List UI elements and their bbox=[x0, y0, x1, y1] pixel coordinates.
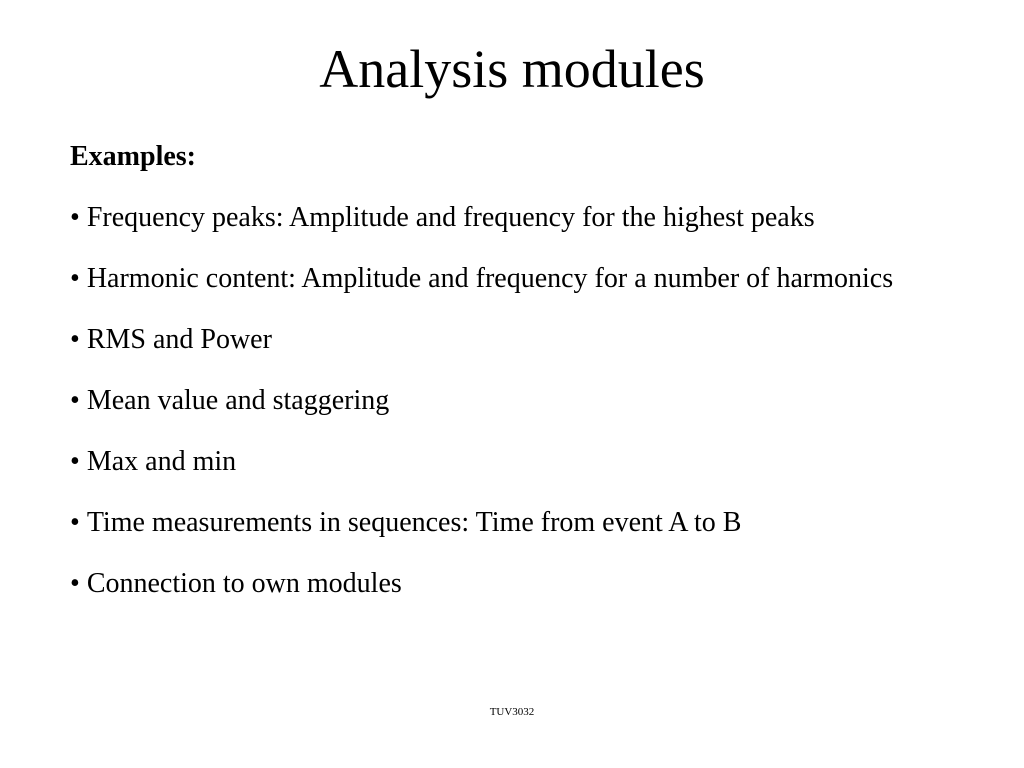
slide-title: Analysis modules bbox=[319, 39, 705, 99]
bullet-text: Max and min bbox=[86, 446, 237, 477]
bullet-icon: • bbox=[70, 507, 80, 538]
slide-footer: TUV3032 bbox=[489, 706, 535, 718]
bullet-text: RMS and Power bbox=[86, 324, 272, 355]
bullet-text: Connection to own modules bbox=[86, 568, 402, 599]
bullet-item-frequency-peaks bbox=[70, 198, 1000, 238]
bullet-text: Harmonic content: Amplitude and frequency for a number of harmonics bbox=[86, 263, 894, 294]
bullet-icon: • bbox=[70, 446, 80, 477]
bullet-item-rms-power bbox=[70, 320, 1000, 360]
bullet-icon: • bbox=[70, 263, 80, 294]
slide-body bbox=[70, 138, 1000, 625]
bullet-text: Frequency peaks: Amplitude and frequency for the highest peaks bbox=[86, 202, 815, 233]
examples-heading: Examples: bbox=[70, 141, 196, 172]
bullet-text: Time measurements in sequences: Time from event A to B bbox=[86, 507, 742, 538]
bullet-icon: • bbox=[70, 324, 80, 355]
bullet-item-time-measurements bbox=[70, 503, 1000, 543]
bullet-item-max-min bbox=[70, 442, 1000, 482]
bullet-item-mean-value bbox=[70, 381, 1000, 421]
bullet-text: Mean value and staggering bbox=[86, 385, 390, 416]
bullet-list bbox=[70, 198, 1000, 604]
bullet-item-connection bbox=[70, 564, 1000, 604]
bullet-icon: • bbox=[70, 202, 80, 233]
bullet-icon: • bbox=[70, 568, 80, 599]
bullet-icon: • bbox=[70, 385, 80, 416]
bullet-item-harmonic-content bbox=[70, 259, 1000, 299]
